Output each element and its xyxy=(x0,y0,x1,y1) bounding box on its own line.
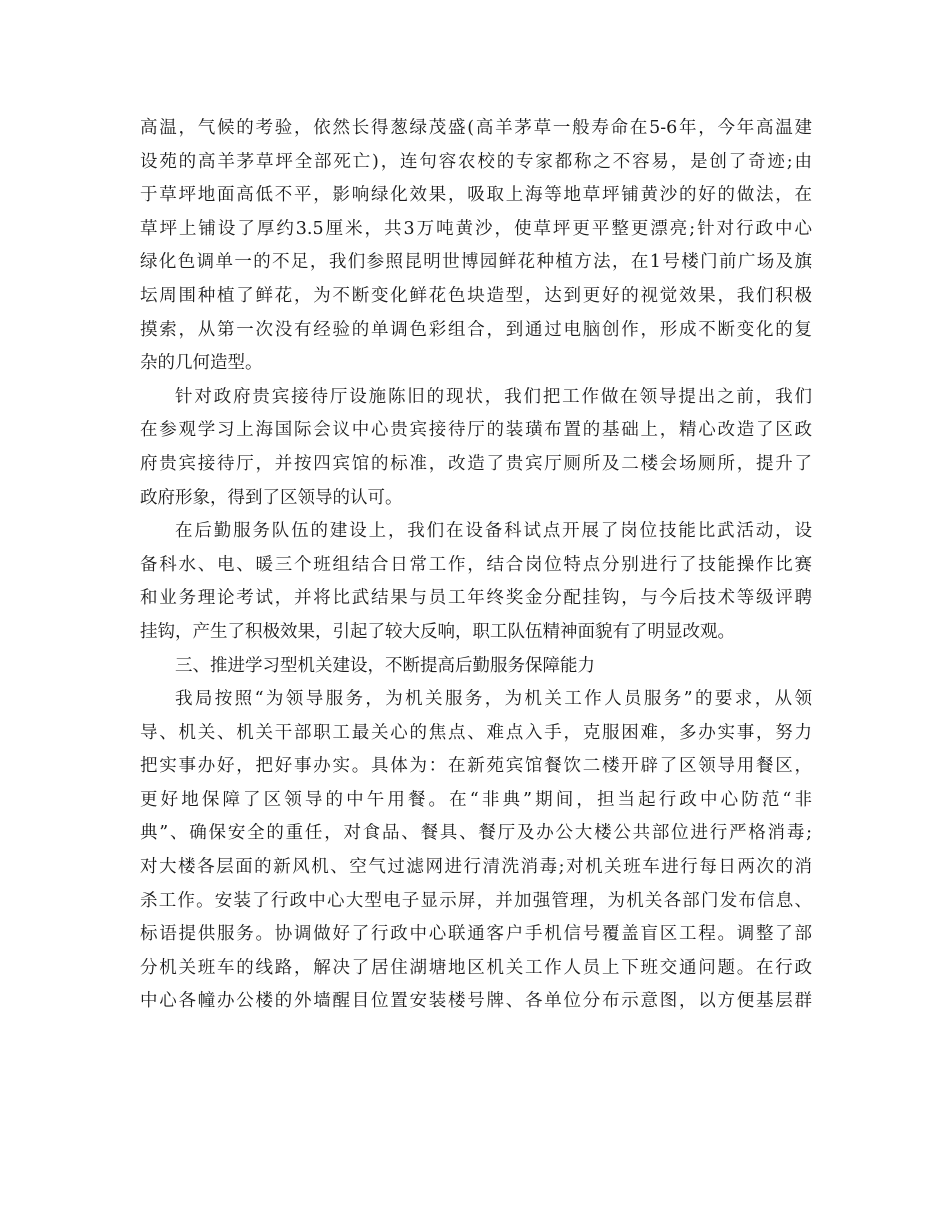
paragraph-5 xyxy=(140,683,812,1019)
text-line: 更好地保障了区领导的中午用餐。在“非典”期间，担当起行政中心防范“非 xyxy=(140,789,812,810)
text-line: 坛周围种植了鲜花，为不断变化鲜花色块造型，达到更好的视觉效果，我们积极 xyxy=(140,285,812,306)
text-line: 政府形象，得到了区领导的认可。 xyxy=(140,487,403,508)
text-line: 在参观学习上海国际会议中心贵宾接待厅的装璜布置的基础上，精心改造了区政 xyxy=(140,420,812,441)
text-line: 杀工作。安装了行政中心大型电子显示屏，并加强管理，为机关各部门发布信息、 xyxy=(140,890,812,911)
text-line: 草坪上铺设了厚约3.5厘米，共3万吨黄沙，使草坪更平整更漂亮;针对行政中心 xyxy=(140,218,812,239)
document-body xyxy=(140,112,812,1019)
text-line: 导、机关、机关干部职工最关心的焦点、难点入手，克服困难，多办实事，努力 xyxy=(140,722,812,743)
paragraph-2 xyxy=(140,381,812,515)
text-line: 针对政府贵宾接待厅设施陈旧的现状，我们把工作做在领导提出之前，我们 xyxy=(175,386,812,407)
section-heading-text: 三、推进学习型机关建设，不断提高后勤服务保障能力 xyxy=(175,655,595,676)
text-line: 在后勤服务队伍的建设上，我们在设备科试点开展了岗位技能比武活动，设 xyxy=(175,521,812,542)
text-line: 把实事办好，把好事办实。具体为：在新苑宾馆餐饮二楼开辟了区领导用餐区， xyxy=(140,756,812,777)
text-line: 杂的几何造型。 xyxy=(140,353,263,374)
text-line: 备科水、电、暖三个班组结合日常工作，结合岗位特点分别进行了技能操作比赛 xyxy=(140,554,812,575)
text-line: 挂钩，产生了积极效果，引起了较大反响，职工队伍精神面貌有了明显改观。 xyxy=(140,621,735,642)
text-line: 府贵宾接待厅，并按四宾馆的标准，改造了贵宾厅厕所及二楼会场厕所，提升了 xyxy=(140,453,812,474)
text-line: 高温，气候的考验，依然长得葱绿茂盛(高羊茅草一般寿命在5-6年，今年高温建 xyxy=(140,118,812,138)
paragraph-3 xyxy=(140,515,812,649)
text-line: 于草坪地面高低不平，影响绿化效果，吸取上海等地草坪铺黄沙的好的做法，在 xyxy=(140,185,812,206)
text-line: 和业务理论考试，并将比武结果与员工年终奖金分配挂钩，与今后技术等级评聘 xyxy=(140,588,812,609)
text-line: 对大楼各层面的新风机、空气过滤网进行清洗消毒;对机关班车进行每日两次的消 xyxy=(140,857,812,878)
text-line: 我局按照“为领导服务，为机关服务，为机关工作人员服务”的要求，从领 xyxy=(175,689,812,710)
text-line: 典”、确保安全的重任，对食品、餐具、餐厅及办公大楼公共部位进行严格消毒; xyxy=(140,823,812,844)
text-line: 绿化色调单一的不足，我们参照昆明世博园鲜花种植方法，在1号楼门前广场及旗 xyxy=(140,252,812,273)
section-heading xyxy=(140,650,812,684)
text-line: 摸索，从第一次没有经验的单调色彩组合，到通过电脑创作，形成不断变化的复 xyxy=(140,319,812,340)
text-line: 设苑的高羊茅草坪全部死亡)，连句容农校的专家都称之不容易，是创了奇迹;由 xyxy=(140,151,812,172)
text-line: 中心各幢办公楼的外墙醒目位置安装楼号牌、各单位分布示意图，以方便基层群 xyxy=(140,991,812,1012)
text-line: 分机关班车的线路，解决了居住湖塘地区机关工作人员上下班交通问题。在行政 xyxy=(140,957,812,978)
paragraph-1 xyxy=(140,112,812,381)
text-line: 标语提供服务。协调做好了行政中心联通客户手机信号覆盖盲区工程。调整了部 xyxy=(140,924,812,945)
